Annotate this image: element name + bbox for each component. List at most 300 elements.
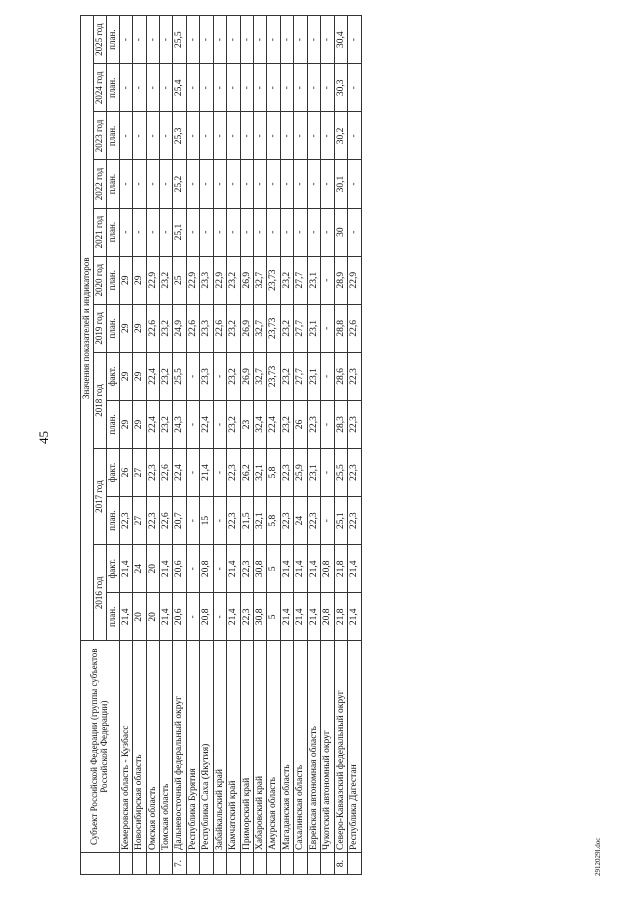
value-cell: - — [159, 208, 172, 256]
value-cell: 21,4 — [227, 545, 240, 593]
value-cell: 24 — [294, 497, 307, 545]
value-cell: - — [321, 208, 334, 256]
value-cell: - — [321, 352, 334, 400]
value-cell: 22,4 — [200, 400, 213, 448]
value-cell: 29 — [133, 304, 146, 352]
table-row — [267, 16, 280, 875]
value-cell: 26 — [119, 449, 132, 497]
row-number — [294, 853, 307, 875]
table-row — [213, 16, 226, 875]
value-cell: - — [227, 208, 240, 256]
value-cell: 23,2 — [227, 352, 240, 400]
value-cell: - — [200, 64, 213, 112]
value-cell: - — [254, 64, 267, 112]
value-cell: 5,8 — [267, 497, 280, 545]
fact-header: факт. — [106, 352, 119, 400]
table-body — [119, 16, 361, 875]
value-cell: - — [227, 112, 240, 160]
value-cell: 24 — [133, 545, 146, 593]
value-cell: 21,8 — [334, 593, 347, 641]
table-row — [280, 16, 293, 875]
value-cell: 25,3 — [173, 112, 186, 160]
value-cell: - — [186, 64, 199, 112]
value-cell: 23,2 — [227, 304, 240, 352]
value-cell: 27,7 — [294, 256, 307, 304]
value-cell: 23,2 — [227, 256, 240, 304]
value-cell: 22,3 — [146, 449, 159, 497]
value-cell: - — [307, 208, 320, 256]
value-cell: 30,1 — [334, 160, 347, 208]
value-cell: - — [294, 16, 307, 64]
value-cell: - — [227, 16, 240, 64]
value-cell: - — [213, 352, 226, 400]
value-cell: 25,1 — [334, 497, 347, 545]
value-cell: - — [146, 16, 159, 64]
value-cell: - — [267, 208, 280, 256]
value-cell: 23,73 — [267, 256, 280, 304]
table-row — [227, 16, 240, 875]
value-cell: 21,4 — [159, 545, 172, 593]
value-cell: - — [213, 112, 226, 160]
year-header: 2016 год — [93, 545, 106, 641]
value-cell: 21,4 — [348, 593, 361, 641]
row-number: 8. — [334, 853, 347, 875]
row-number — [159, 853, 172, 875]
row-number — [240, 853, 253, 875]
value-cell: 23,2 — [159, 352, 172, 400]
value-cell: 22,3 — [307, 400, 320, 448]
value-cell: 20 — [133, 593, 146, 641]
plan-header: план. — [106, 256, 119, 304]
value-cell: - — [321, 400, 334, 448]
plan-header: план. — [106, 112, 119, 160]
value-cell: - — [213, 449, 226, 497]
value-cell: - — [254, 112, 267, 160]
value-cell: - — [200, 208, 213, 256]
value-cell: - — [119, 112, 132, 160]
value-cell: 20,8 — [321, 593, 334, 641]
value-cell: - — [321, 256, 334, 304]
value-cell: 22,3 — [348, 352, 361, 400]
value-cell: 23,3 — [200, 304, 213, 352]
value-cell: 29 — [133, 400, 146, 448]
value-cell: 22,3 — [227, 449, 240, 497]
value-cell: 22,6 — [159, 497, 172, 545]
value-cell: 22,4 — [173, 449, 186, 497]
subject-header: Субъект Российской Федерации (группы субъектов Российской Федерации) — [81, 641, 120, 853]
value-cell: - — [280, 64, 293, 112]
value-cell: 27 — [133, 497, 146, 545]
row-number: 7. — [173, 853, 186, 875]
value-cell: - — [133, 160, 146, 208]
row-subject: Томская область — [159, 641, 172, 853]
year-header: 2021 год — [93, 208, 106, 256]
row-subject: Республика Дагестан — [348, 641, 361, 853]
value-cell: 23,73 — [267, 304, 280, 352]
value-cell: 21,8 — [334, 545, 347, 593]
year-header: 2023 год — [93, 112, 106, 160]
value-cell: 23,1 — [307, 449, 320, 497]
value-cell: - — [133, 112, 146, 160]
value-cell: - — [186, 593, 199, 641]
table-row — [159, 16, 172, 875]
plan-header: план. — [106, 208, 119, 256]
value-cell: - — [133, 16, 146, 64]
value-cell: 29 — [133, 256, 146, 304]
value-cell: - — [294, 160, 307, 208]
row-number — [267, 853, 280, 875]
value-cell: 22,3 — [119, 497, 132, 545]
value-cell: 32,1 — [254, 497, 267, 545]
value-cell: - — [280, 160, 293, 208]
value-cell: 20,8 — [200, 545, 213, 593]
value-cell: - — [321, 16, 334, 64]
row-number — [321, 853, 334, 875]
value-cell: 22,3 — [146, 497, 159, 545]
value-cell: - — [146, 112, 159, 160]
value-cell: 20,7 — [173, 497, 186, 545]
table-row — [173, 16, 186, 875]
value-cell: 32,4 — [254, 400, 267, 448]
value-cell: 23,2 — [280, 304, 293, 352]
row-number — [227, 853, 240, 875]
value-cell: - — [119, 64, 132, 112]
table-row — [348, 16, 361, 875]
plan-header: план. — [106, 64, 119, 112]
row-subject: Забайкальский край — [213, 641, 226, 853]
value-cell: - — [146, 208, 159, 256]
indicators-table — [80, 15, 362, 875]
value-cell: - — [267, 64, 280, 112]
value-cell: 20,8 — [321, 545, 334, 593]
value-cell: 26,9 — [240, 352, 253, 400]
value-cell: 23,2 — [159, 256, 172, 304]
year-header: 2025 год — [93, 16, 106, 64]
value-cell: 22,4 — [146, 400, 159, 448]
value-cell: 21,4 — [294, 593, 307, 641]
row-number — [307, 853, 320, 875]
value-cell: - — [133, 64, 146, 112]
value-cell: - — [186, 449, 199, 497]
value-cell: 21,4 — [307, 545, 320, 593]
value-cell: - — [348, 112, 361, 160]
value-cell: - — [348, 16, 361, 64]
table-row — [294, 16, 307, 875]
value-cell: 20,6 — [173, 545, 186, 593]
value-cell: 20 — [146, 593, 159, 641]
row-subject: Чукотский автономный округ — [321, 641, 334, 853]
value-cell: 21,4 — [307, 593, 320, 641]
value-cell: 32,7 — [254, 304, 267, 352]
value-cell: - — [159, 64, 172, 112]
value-cell: 22,3 — [240, 545, 253, 593]
row-number — [119, 853, 132, 875]
row-subject: Еврейская автономная область — [307, 641, 320, 853]
value-cell: - — [186, 400, 199, 448]
value-cell: 30 — [334, 208, 347, 256]
value-cell: 23,3 — [200, 352, 213, 400]
value-cell: - — [119, 16, 132, 64]
value-cell: 27,7 — [294, 352, 307, 400]
value-cell: - — [280, 112, 293, 160]
value-cell: 22,3 — [307, 497, 320, 545]
plan-header: план. — [106, 400, 119, 448]
value-cell: 29 — [119, 352, 132, 400]
value-cell: 21,4 — [200, 449, 213, 497]
value-cell: - — [240, 160, 253, 208]
value-cell: 32,7 — [254, 352, 267, 400]
value-cell: 28,8 — [334, 304, 347, 352]
value-cell: - — [227, 64, 240, 112]
year-header: 2019 год — [93, 304, 106, 352]
year-header: 2017 год — [93, 449, 106, 545]
value-cell: - — [307, 16, 320, 64]
value-cell: 23,2 — [159, 400, 172, 448]
value-cell: 24,9 — [173, 304, 186, 352]
table-row — [186, 16, 199, 875]
value-cell: - — [307, 160, 320, 208]
year-header: 2024 год — [93, 64, 106, 112]
value-cell: 29 — [133, 352, 146, 400]
value-cell: - — [348, 208, 361, 256]
value-cell: 32,7 — [254, 256, 267, 304]
value-cell: 28,6 — [334, 352, 347, 400]
value-cell: 23,1 — [307, 256, 320, 304]
row-subject: Амурская область — [267, 641, 280, 853]
value-cell: 23,2 — [280, 400, 293, 448]
value-cell: 29 — [119, 400, 132, 448]
table-row — [321, 16, 334, 875]
value-cell: 30,4 — [334, 16, 347, 64]
row-number — [200, 853, 213, 875]
value-cell: 25,1 — [173, 208, 186, 256]
value-cell: - — [213, 16, 226, 64]
value-cell: 21,4 — [159, 593, 172, 641]
value-cell: 22,3 — [280, 497, 293, 545]
value-cell: 5 — [267, 593, 280, 641]
value-cell: 22,3 — [240, 593, 253, 641]
value-cell: - — [186, 16, 199, 64]
value-cell: - — [267, 16, 280, 64]
fact-header: факт. — [106, 545, 119, 593]
value-cell: 25 — [173, 256, 186, 304]
value-cell: 30,2 — [334, 112, 347, 160]
value-cell: - — [321, 304, 334, 352]
value-cell: 21,4 — [119, 545, 132, 593]
value-cell: - — [307, 64, 320, 112]
value-cell: 22,3 — [348, 449, 361, 497]
plan-header: план. — [106, 497, 119, 545]
row-subject: Дальневосточный федеральный округ — [173, 641, 186, 853]
row-subject: Республика Саха (Якутия) — [200, 641, 213, 853]
value-cell: - — [280, 16, 293, 64]
table-row — [119, 16, 132, 875]
value-cell: - — [227, 160, 240, 208]
value-cell: 5 — [267, 545, 280, 593]
table-row — [307, 16, 320, 875]
value-cell: - — [119, 208, 132, 256]
value-cell: 15 — [200, 497, 213, 545]
value-cell: 22,3 — [227, 497, 240, 545]
value-cell: 22,3 — [348, 497, 361, 545]
value-cell: 25,5 — [173, 352, 186, 400]
row-subject: Магаданская область — [280, 641, 293, 853]
value-cell: - — [280, 208, 293, 256]
value-cell: - — [348, 64, 361, 112]
value-cell: 23,2 — [280, 352, 293, 400]
value-cell: 23,1 — [307, 352, 320, 400]
value-cell: 23,73 — [267, 352, 280, 400]
plan-header: план. — [106, 16, 119, 64]
value-cell: 29 — [119, 256, 132, 304]
row-subject: Новосибирская область — [133, 641, 146, 853]
row-subject: Хабаровский край — [254, 641, 267, 853]
value-cell: - — [133, 208, 146, 256]
value-cell: - — [267, 160, 280, 208]
row-number — [146, 853, 159, 875]
row-number — [133, 853, 146, 875]
num-header — [81, 853, 120, 875]
table-row — [254, 16, 267, 875]
value-cell: - — [321, 112, 334, 160]
table-row — [200, 16, 213, 875]
year-header: 2018 год — [93, 352, 106, 448]
value-cell: 23,2 — [280, 256, 293, 304]
value-cell: - — [254, 16, 267, 64]
value-cell: 22,3 — [348, 400, 361, 448]
value-cell: - — [200, 112, 213, 160]
value-cell: - — [186, 112, 199, 160]
value-cell: 22,6 — [348, 304, 361, 352]
value-cell: 20,8 — [200, 593, 213, 641]
year-header: 2020 год — [93, 256, 106, 304]
footer-filename: 2912029l.doc — [594, 837, 602, 876]
value-cell: 20 — [146, 545, 159, 593]
value-cell: - — [186, 497, 199, 545]
value-cell: - — [321, 449, 334, 497]
value-cell: - — [159, 16, 172, 64]
value-cell: 32,1 — [254, 449, 267, 497]
value-cell: - — [307, 112, 320, 160]
value-cell: - — [294, 208, 307, 256]
value-cell: - — [213, 400, 226, 448]
value-cell: 21,4 — [119, 593, 132, 641]
value-cell: 21,4 — [280, 545, 293, 593]
value-cell: 26,2 — [240, 449, 253, 497]
plan-header: план. — [106, 304, 119, 352]
year-header: 2022 год — [93, 160, 106, 208]
value-cell: 22,6 — [159, 449, 172, 497]
value-cell: - — [186, 160, 199, 208]
value-cell: 24,3 — [173, 400, 186, 448]
value-cell: 26,9 — [240, 256, 253, 304]
value-cell: - — [213, 160, 226, 208]
value-cell: - — [254, 160, 267, 208]
row-subject: Республика Бурятия — [186, 641, 199, 853]
row-number — [213, 853, 226, 875]
row-subject: Кемеровская область - Кузбасс — [119, 641, 132, 853]
value-cell: 26 — [294, 400, 307, 448]
value-cell: - — [267, 112, 280, 160]
value-cell: 30,8 — [254, 545, 267, 593]
value-cell: 25,5 — [173, 16, 186, 64]
value-cell: - — [213, 545, 226, 593]
value-cell: 28,3 — [334, 400, 347, 448]
value-cell: - — [159, 112, 172, 160]
row-number — [348, 853, 361, 875]
plan-header: план. — [106, 593, 119, 641]
row-number — [254, 853, 267, 875]
value-cell: 22,6 — [186, 304, 199, 352]
value-cell: 5,8 — [267, 449, 280, 497]
row-number — [280, 853, 293, 875]
value-cell: 22,9 — [213, 256, 226, 304]
table-row — [240, 16, 253, 875]
value-cell: - — [213, 64, 226, 112]
value-cell: - — [200, 160, 213, 208]
value-cell: - — [240, 16, 253, 64]
value-cell: 21,4 — [227, 593, 240, 641]
value-cell: - — [240, 208, 253, 256]
value-cell: 23,1 — [307, 304, 320, 352]
value-cell: 29 — [119, 304, 132, 352]
row-number — [186, 853, 199, 875]
value-cell: - — [186, 545, 199, 593]
value-cell: 22,3 — [280, 449, 293, 497]
value-cell: 22,9 — [186, 256, 199, 304]
value-cell: - — [348, 160, 361, 208]
value-cell: 23,2 — [227, 400, 240, 448]
plan-header: план. — [106, 160, 119, 208]
value-cell: 22,6 — [146, 304, 159, 352]
value-cell: 26,9 — [240, 304, 253, 352]
value-cell: - — [146, 64, 159, 112]
value-cell: - — [186, 352, 199, 400]
value-cell: - — [186, 208, 199, 256]
value-cell: - — [213, 208, 226, 256]
row-subject: Северо-Кавказский федеральный округ — [334, 641, 347, 853]
row-subject: Приморский край — [240, 641, 253, 853]
value-cell: - — [213, 497, 226, 545]
table-row — [334, 16, 347, 875]
value-cell: 25,9 — [294, 449, 307, 497]
value-cell: - — [240, 64, 253, 112]
value-cell: - — [119, 160, 132, 208]
value-cell: 27,7 — [294, 304, 307, 352]
value-cell: 25,2 — [173, 160, 186, 208]
value-cell: - — [321, 64, 334, 112]
value-cell: 27 — [133, 449, 146, 497]
value-cell: 22,6 — [213, 304, 226, 352]
value-cell: 30,8 — [254, 593, 267, 641]
value-cell: 23,3 — [200, 256, 213, 304]
value-cell: 22,9 — [348, 256, 361, 304]
rotated-page — [80, 15, 560, 875]
values-group-header: Значения показателей и индикаторов — [81, 16, 94, 641]
value-cell: 21,4 — [280, 593, 293, 641]
value-cell: 23 — [240, 400, 253, 448]
value-cell: - — [146, 160, 159, 208]
value-cell: - — [321, 497, 334, 545]
row-subject: Сахалинская область — [294, 641, 307, 853]
value-cell: 20,6 — [173, 593, 186, 641]
value-cell: - — [213, 593, 226, 641]
value-cell: 28,9 — [334, 256, 347, 304]
value-cell: - — [159, 160, 172, 208]
value-cell: 30,3 — [334, 64, 347, 112]
table-row — [133, 16, 146, 875]
value-cell: 25,5 — [334, 449, 347, 497]
